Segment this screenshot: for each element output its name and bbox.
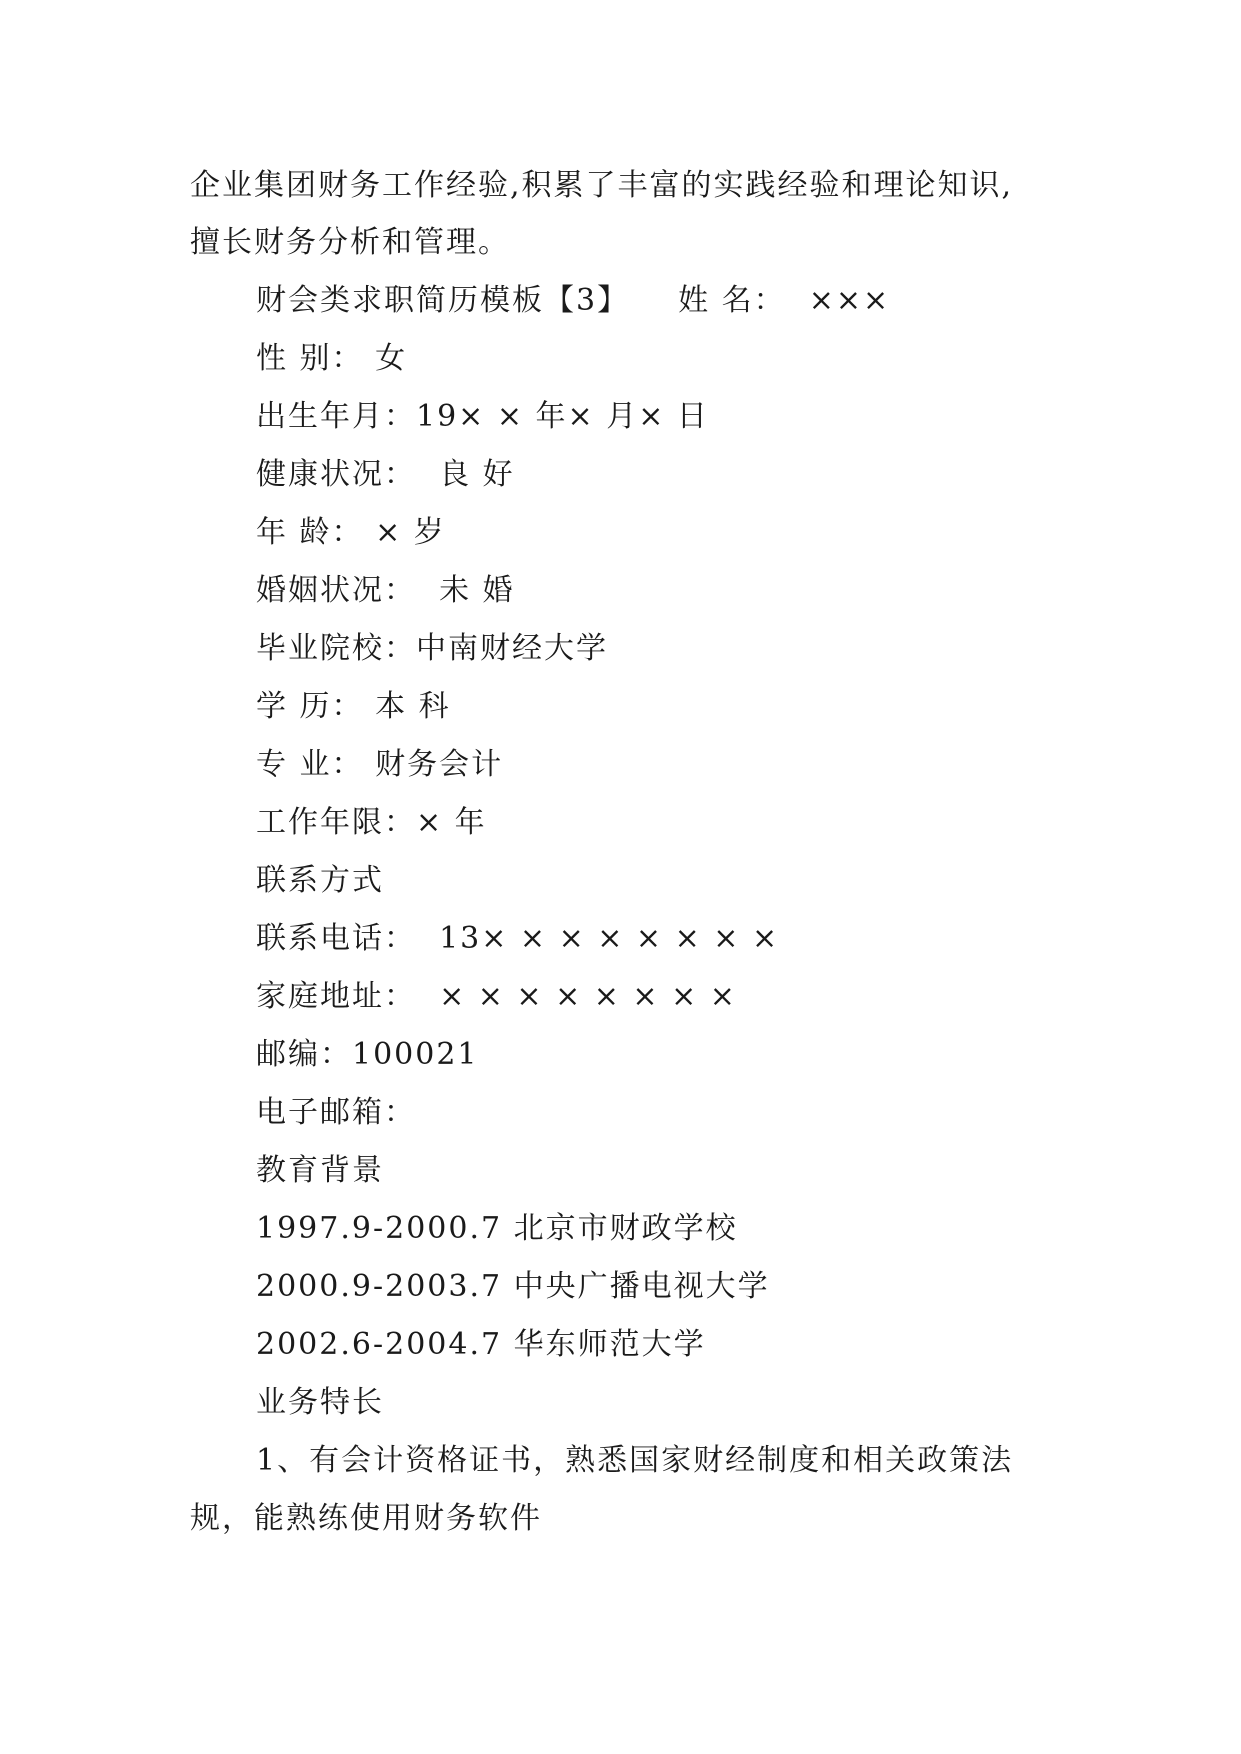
field-degree: 学 历： 本 科 — [256, 689, 451, 724]
intro-line-2: 擅长财务分析和管理。 — [190, 225, 510, 260]
field-health: 健康状况： 良 好 — [256, 457, 515, 492]
education-heading: 教育背景 — [256, 1153, 384, 1188]
education-entry-2: 2000.9-2003.7 中央广播电视大学 — [256, 1269, 770, 1304]
field-gender: 性 别： 女 — [256, 341, 408, 376]
field-age: 年 龄： × 岁 — [256, 515, 446, 550]
contact-email: 电子邮箱： — [256, 1095, 416, 1130]
resume-heading-name: 财会类求职简历模板【3】 姓 名： ××× — [256, 283, 891, 318]
skills-heading: 业务特长 — [256, 1385, 384, 1420]
field-major: 专 业： 财务会计 — [256, 747, 504, 782]
education-entry-1: 1997.9-2000.7 北京市财政学校 — [256, 1211, 738, 1246]
field-birth-date: 出生年月：19× × 年× 月× 日 — [256, 399, 709, 434]
skills-line-2: 规，能熟练使用财务软件 — [190, 1501, 542, 1536]
education-entry-3: 2002.6-2004.7 华东师范大学 — [256, 1327, 706, 1362]
field-work-years: 工作年限：× 年 — [256, 805, 487, 840]
contact-heading: 联系方式 — [256, 863, 384, 898]
contact-address: 家庭地址： × × × × × × × × — [256, 979, 737, 1014]
skills-line-1: 1、有会计资格证书，熟悉国家财经制度和相关政策法 — [256, 1443, 1014, 1478]
contact-postcode: 邮编：100021 — [256, 1037, 479, 1072]
contact-phone: 联系电话： 13× × × × × × × × — [256, 921, 780, 956]
field-marital-status: 婚姻状况： 未 婚 — [256, 573, 515, 608]
field-school: 毕业院校：中南财经大学 — [256, 631, 608, 666]
intro-line-1: 企业集团财务工作经验,积累了丰富的实践经验和理论知识, — [190, 168, 1014, 203]
